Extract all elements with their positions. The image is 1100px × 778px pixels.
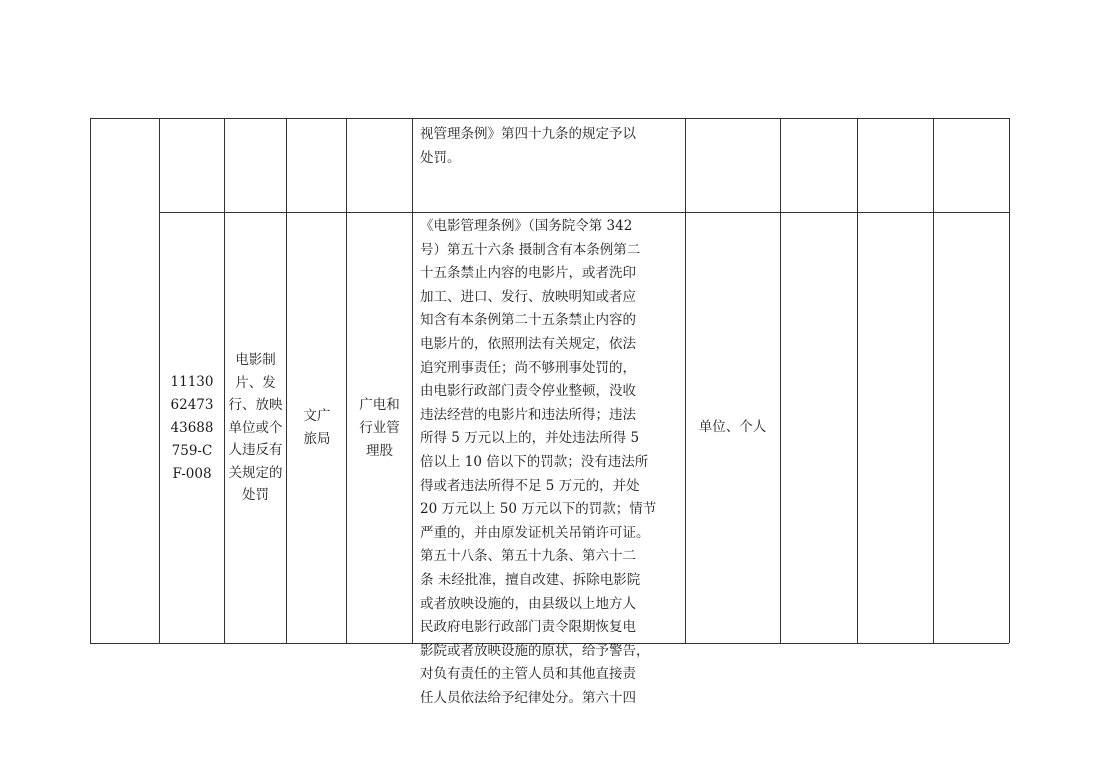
text-line: 处罚。 (420, 149, 461, 166)
col-border (159, 118, 160, 643)
department: 文广旅局 (303, 408, 331, 447)
target-cell (686, 213, 779, 643)
text-line: 得或者违法所得不足 5 万元的，并处 (420, 477, 640, 494)
text-line: 倍以上 10 倍以下的罚款；没有违法所 (420, 453, 649, 470)
text-line: 十五条禁止内容的电影片，或者洗印 (420, 265, 636, 282)
text-line: 电影片的，依照刑法有关规定，依法 (420, 335, 636, 352)
section: 广电和行业管理股 (359, 396, 400, 459)
text-line: 条 未经批准，擅自改建、拆除电影院 (420, 571, 641, 588)
legal-basis-continuation (420, 123, 678, 170)
text-line: 号）第五十六条 摄制含有本条例第二 (420, 241, 641, 258)
item-code-cell (163, 213, 221, 643)
text-line: 严重的，并由原发证机关吊销许可证。 (420, 524, 650, 541)
item-name-cell (228, 213, 283, 643)
col-border (346, 118, 347, 643)
text-line: 或者放映设施的，由县级以上地方人 (420, 595, 636, 612)
enforcement-target: 单位、个人 (698, 419, 767, 436)
col-border (857, 118, 858, 643)
col-border (286, 118, 287, 643)
item-name: 电影制片、发行、放映单位或个人违反有关规定的处罚 (228, 352, 283, 504)
text-line: 追究刑事责任；尚不够刑事处罚的， (420, 359, 636, 376)
text-line: 第五十八条、第五十九条、第六十二 (420, 548, 636, 565)
legal-basis (420, 215, 678, 710)
section-cell (349, 213, 410, 643)
col-border (780, 118, 781, 643)
text-line: 由电影行政部门责令停业整顿，没收 (420, 383, 636, 400)
text-line: 民政府电影行政部门责令限期恢复电 (420, 619, 636, 636)
text-line: 《电影管理条例》（国务院令第 342 (420, 218, 633, 234)
text-line: 所得 5 万元以上的，并处违法所得 5 (420, 430, 640, 447)
text-line: 影院或者放映设施的原状，给予警告， (420, 642, 650, 659)
col-border (933, 118, 934, 643)
col-border (90, 118, 91, 643)
text-line: 视管理条例》第四十九条的规定予以 (420, 126, 636, 142)
text-line: 20 万元以上 50 万元以下的罚款；情节 (420, 501, 657, 518)
item-code: 111306247343688759-CF-008 (170, 373, 214, 482)
col-border (224, 118, 225, 643)
department-cell (290, 213, 344, 643)
text-line: 加工、进口、发行、放映明知或者应 (420, 288, 636, 305)
text-line: 任人员依法给予纪律处分。第六十四 (420, 689, 636, 706)
table-top-border (90, 118, 1009, 119)
col-border (412, 118, 413, 643)
text-line: 知含有本条例第二十五条禁止内容的 (420, 312, 636, 329)
text-line: 对负有责任的主管人员和其他直接责 (420, 666, 636, 683)
col-border (1009, 118, 1010, 643)
text-line: 违法经营的电影片和违法所得；违法 (420, 406, 636, 423)
